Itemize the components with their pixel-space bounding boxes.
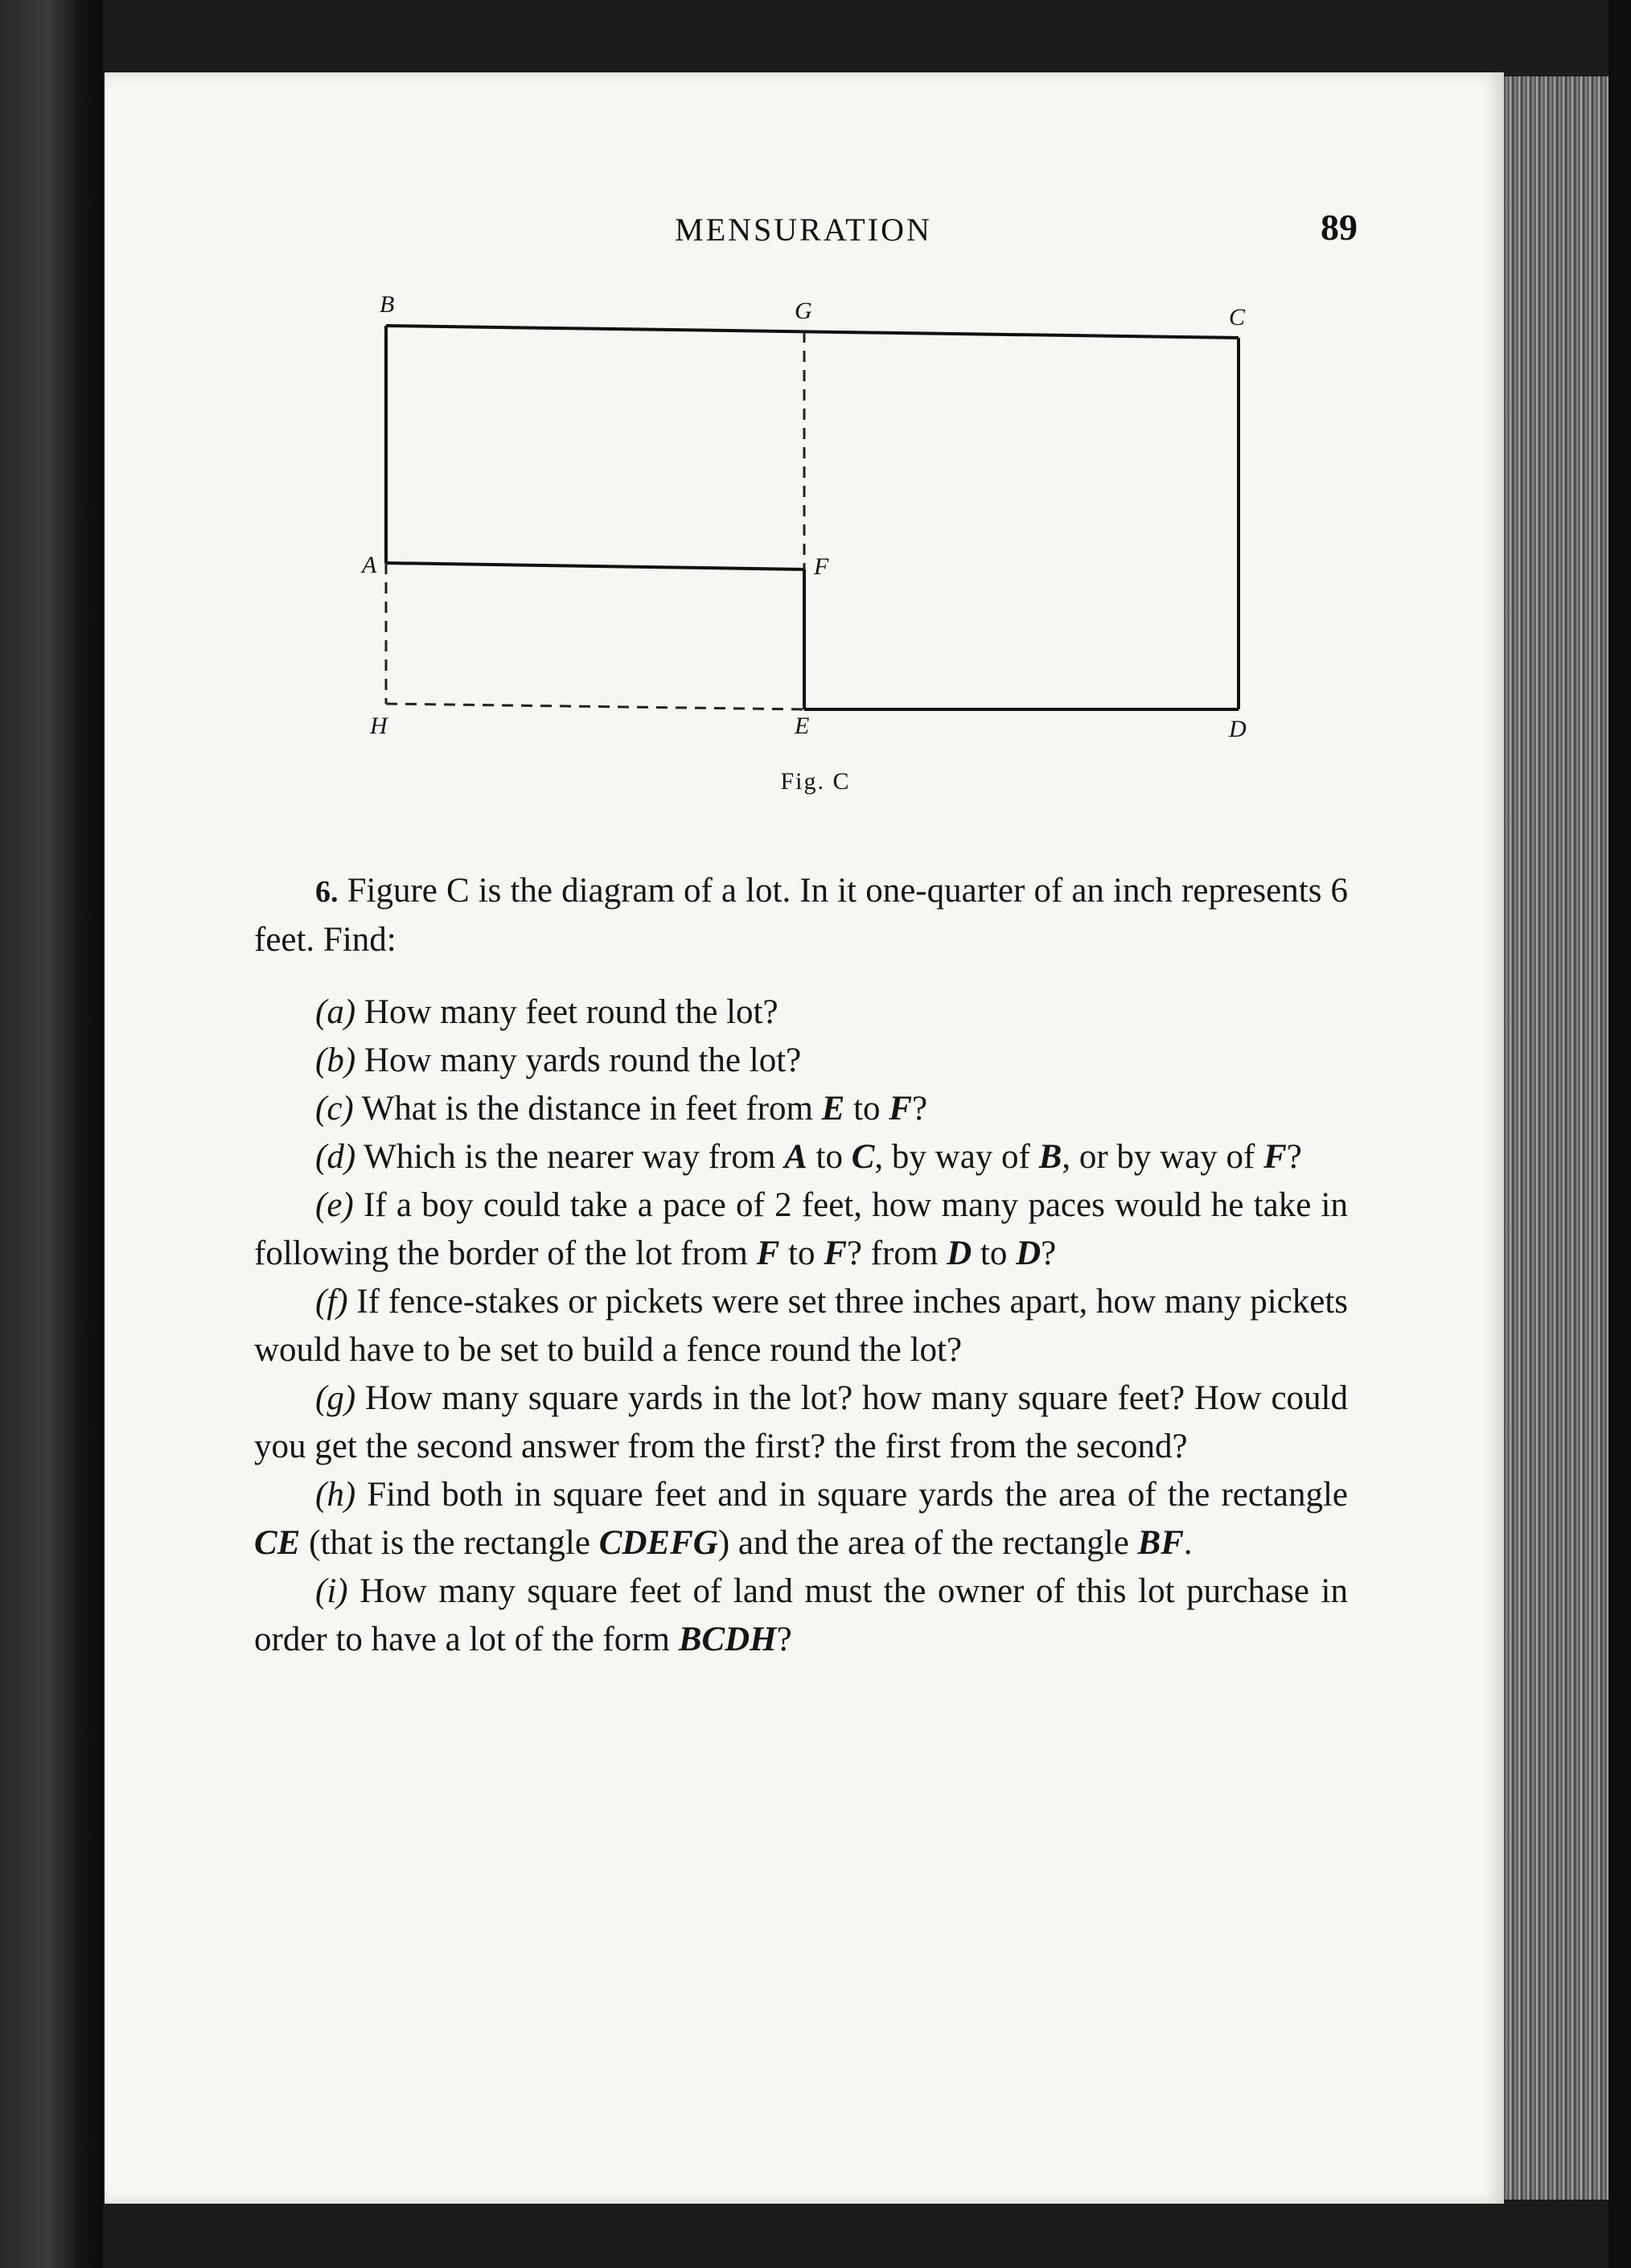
part-i bbox=[254, 1567, 1348, 1664]
part-label: (b) bbox=[315, 1042, 356, 1079]
part-text: How many square feet of land must the owner of this lot purchase in order to have a lot of the form bbox=[254, 1572, 1348, 1658]
point-ref: F bbox=[824, 1235, 847, 1272]
part-label: (a) bbox=[315, 993, 356, 1031]
part-d bbox=[254, 1133, 1348, 1181]
page-number: 89 bbox=[1321, 207, 1358, 248]
part-f bbox=[254, 1278, 1348, 1374]
figure-caption-text: Fig. C bbox=[780, 768, 851, 795]
part-label: (f) bbox=[315, 1283, 348, 1321]
point-ref: A bbox=[784, 1138, 807, 1176]
part-c bbox=[254, 1085, 1348, 1133]
part-label: (g) bbox=[315, 1379, 356, 1417]
point-ref: F bbox=[889, 1090, 912, 1128]
book-cover-edge bbox=[1608, 0, 1631, 2268]
part-text: to bbox=[779, 1235, 824, 1272]
lot-diagram bbox=[338, 290, 1287, 748]
rect-ref: BCDH bbox=[678, 1621, 777, 1658]
part-text: How many feet round the lot? bbox=[364, 993, 779, 1031]
part-a bbox=[254, 988, 1348, 1037]
part-text: to bbox=[807, 1138, 852, 1176]
point-label-a: A bbox=[362, 552, 377, 578]
part-text: ? bbox=[911, 1090, 928, 1128]
part-text: If fence-stakes or pickets were set three inches apart, how many pickets would have to be set to build a fence round the lot? bbox=[254, 1283, 1349, 1369]
part-h bbox=[254, 1471, 1348, 1567]
point-ref: F bbox=[1263, 1138, 1287, 1176]
part-text: ? from bbox=[846, 1235, 947, 1272]
point-label-g: G bbox=[795, 298, 812, 324]
problem-intro bbox=[254, 867, 1348, 964]
part-label: (d) bbox=[315, 1138, 356, 1176]
running-title: MENSURATION bbox=[675, 212, 932, 248]
point-label-e: E bbox=[795, 713, 810, 739]
part-text: , by way of bbox=[874, 1138, 1039, 1176]
point-ref: F bbox=[756, 1235, 780, 1272]
edge-bc bbox=[386, 326, 1239, 338]
point-ref: B bbox=[1038, 1138, 1062, 1176]
part-text: Which is the nearer way from bbox=[364, 1138, 785, 1176]
point-label-h: H bbox=[370, 713, 388, 739]
part-text: ? bbox=[1286, 1138, 1302, 1176]
part-text: ) and the area of the rectangle bbox=[717, 1524, 1138, 1562]
point-ref: D bbox=[947, 1235, 972, 1272]
point-label-c: C bbox=[1229, 304, 1246, 331]
part-label: (c) bbox=[315, 1090, 354, 1128]
dashed-he bbox=[386, 704, 804, 709]
part-text: If a boy could take a pace of 2 feet, how many paces would he take in following the border of the lot from bbox=[254, 1186, 1349, 1272]
figure-caption bbox=[0, 768, 1631, 795]
part-b bbox=[254, 1037, 1348, 1085]
part-text: ? bbox=[776, 1621, 792, 1658]
rect-ref: CDEFG bbox=[598, 1524, 718, 1562]
problem-intro-text: Figure C is the diagram of a lot. In it one-quarter of an inch represents 6 feet. Find: bbox=[254, 872, 1349, 959]
part-text: ? bbox=[1041, 1235, 1057, 1272]
point-ref: D bbox=[1016, 1235, 1041, 1272]
problem-text bbox=[254, 867, 1348, 1664]
part-text: to bbox=[844, 1090, 889, 1128]
point-label-f: F bbox=[814, 553, 829, 580]
book-spine-left bbox=[0, 0, 103, 2268]
part-text: What is the distance in feet from bbox=[361, 1090, 822, 1128]
part-text: How many yards round the lot? bbox=[364, 1042, 802, 1079]
part-label: (e) bbox=[315, 1186, 354, 1224]
part-text: Find both in square feet and in square yards the area of the rectangle bbox=[367, 1476, 1348, 1514]
part-text: , or by way of bbox=[1062, 1138, 1264, 1176]
part-g bbox=[254, 1374, 1348, 1471]
point-label-d: D bbox=[1229, 716, 1247, 742]
edge-af bbox=[386, 563, 804, 569]
part-label: (i) bbox=[315, 1572, 348, 1610]
point-label-b: B bbox=[380, 291, 395, 318]
page-header bbox=[249, 207, 1358, 259]
part-label: (h) bbox=[315, 1476, 356, 1514]
rect-ref: BF bbox=[1137, 1524, 1184, 1562]
problem-number: 6. bbox=[315, 875, 339, 909]
part-text: (that is the rectangle bbox=[300, 1524, 599, 1562]
part-e bbox=[254, 1181, 1348, 1278]
point-ref: C bbox=[851, 1138, 875, 1176]
part-text: How many square yards in the lot? how many square feet? How could you get the second answer from the first? the first from the second? bbox=[254, 1379, 1349, 1465]
point-ref: E bbox=[821, 1090, 845, 1128]
part-text: . bbox=[1183, 1524, 1193, 1562]
page-edges bbox=[1504, 76, 1608, 2200]
part-text: to bbox=[972, 1235, 1017, 1272]
rect-ref: CE bbox=[254, 1524, 301, 1562]
